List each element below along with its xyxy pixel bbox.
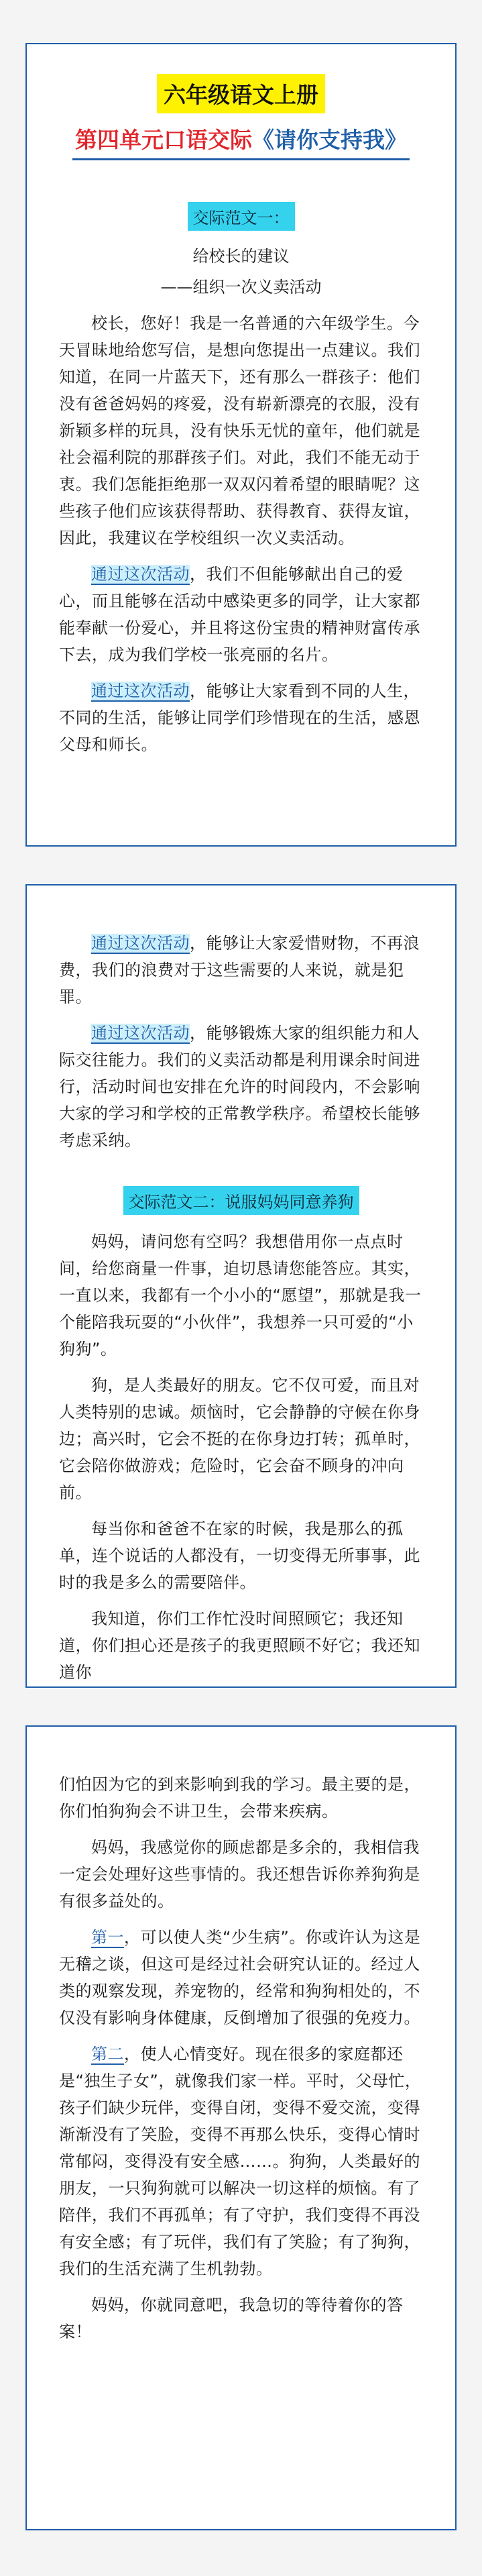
example2-para1: 妈妈，请问您有空吗？我想借用你一点点时间，给您商量一件事，迫切恳请您能答应。其实，一直以来，我都有一个小小的“愿望”，那就是我一个能陪我玩耍的“小伙伴”，我想养一只可爱的“小狗狗”。 [59, 1232, 422, 1358]
subtitle-red: 第四单元口语交际 [75, 127, 252, 153]
page-1 [25, 43, 457, 847]
title-block [27, 74, 455, 160]
example1-subtitle2: ——组织一次义卖活动 [160, 278, 322, 297]
example2-para9: 妈妈，你就同意吧，我急切的等待着你的答案！ [59, 2296, 404, 2341]
subtitle-blue: 《请你支持我》 [252, 127, 407, 153]
example2-para2: 狗，是人类最好的朋友。它不仅可爱，而且对人类特别的忠诚。烦恼时，它会静静的守候在你身边；高兴时，它会不挺的在你身边打转；孤单时，它会陪你做游戏；危险时，它会奋不顾身的冲向前。 [59, 1376, 420, 1502]
page-subtitle [72, 121, 410, 160]
page-title: 六年级语文上册 [157, 74, 325, 113]
para-text: ，可以使人类“少生病”。你或许认为这是无稽之谈，但这可是经过社会研究认证的。经过人类的观察发现，养宠物的，经常和狗狗相处的，不仅没有影响身体健康，反倒增加了很强的免疫力。 [59, 1928, 421, 2027]
example2-para6: 妈妈，我感觉你的顾虑都是多余的，我相信我一定会处理好这些事情的。我还想告诉你养狗狗是有很多益处的。 [59, 1838, 420, 1911]
example1-subtitle1: 给校长的建议 [192, 247, 290, 266]
highlight: 通过这次活动 [91, 934, 190, 953]
page-3 [25, 1725, 457, 2530]
example2-para4: 我知道，你们工作忙没时间照顾它；我还知道，你们担心还是孩子的我更照顾不好它；我还知道你 [59, 1609, 420, 1682]
highlight: 通过这次活动 [91, 682, 190, 700]
example2-tag: 交际范文二：说服妈妈同意养狗 [123, 1186, 359, 1215]
page-2 [25, 884, 457, 1688]
example1-para4 [59, 930, 423, 1010]
point-second: 第二 [91, 2045, 124, 2063]
example2-para8 [59, 2041, 423, 2282]
highlight: 通过这次活动 [91, 1024, 190, 1042]
para-text: ，我们不但能够献出自己的爱心，而且能够在活动中感染更多的同学，让大家都能奉献一份爱心，并且将这份宝贵的精神财富传承下去，成为我们学校一张亮丽的名片。 [59, 565, 420, 664]
example2-para3: 每当你和爸爸不在家的时候，我是那么的孤单，连个说话的人都没有，一切变得无所事事，此时的我是多么的需要陪伴。 [59, 1519, 420, 1592]
example1-para2 [59, 561, 423, 668]
point-first: 第一 [91, 1928, 124, 1947]
para-text: ，能够让大家看到不同的人生，不同的生活，能够让同学们珍惜现在的生活，感恩父母和师长。 [59, 682, 420, 754]
example2-para5: 们怕因为它的到来影响到我的学习。最主要的是，你们怕狗狗会不讲卫生，会带来疾病。 [59, 1775, 420, 1821]
example1-para5 [59, 1020, 423, 1154]
para-text: ，使人心情变好。现在很多的家庭都还是“独生子女”，就像我们家一样。平时，父母忙，孩子们缺少玩伴，变得自闭，变得不爱交流，变得渐渐没有了笑脸，变得不再那么快乐，变得心情时常郁闷，变得没有安全感……。狗狗，人类最好的朋友，一只狗狗就可以解决一切这样的烦恼。有了陪伴，我们不再孤单；有了守护，我们变得不再没有安全感；有了玩伴，我们有了笑脸；有了狗狗，我们的生活充满了生机勃勃。 [59, 2045, 422, 2278]
para-text: ，能够让大家爱惜财物，不再浪费，我们的浪费对于这些需要的人来说，就是犯罪。 [59, 934, 420, 1006]
example1-para3 [59, 678, 423, 758]
para-text: ，能够锻炼大家的组织能力和人际交往能力。我们的义卖活动都是利用课余时间进行，活动时间也安排在允许的时间段内，不会影响大家的学习和学校的正常教学秩序。希望校长能够考虑采纳。 [59, 1024, 420, 1150]
example2-para7 [59, 1924, 423, 2031]
example1-tag: 交际范文一： [188, 202, 295, 231]
highlight: 通过这次活动 [91, 565, 190, 584]
example1-para1: 校长，您好！我是一名普通的六年级学生。今天冒昧地给您写信，是想向您提出一点建议。我们知道，在同一片蓝天下，还有那么一群孩子：他们没有爸爸妈妈的疼爱，没有崭新漂亮的衣服，没有新颖多样的玩具，没有快乐无忧的童年，他们就是社会福利院的那群孩子们。对此，我们不能无动于衷。我们怎能拒绝那一双双闪着希望的眼睛呢？这些孩子他们应该获得帮助、获得教育、获得友谊，因此，我建议在学校组织一次义卖活动。 [59, 314, 420, 547]
